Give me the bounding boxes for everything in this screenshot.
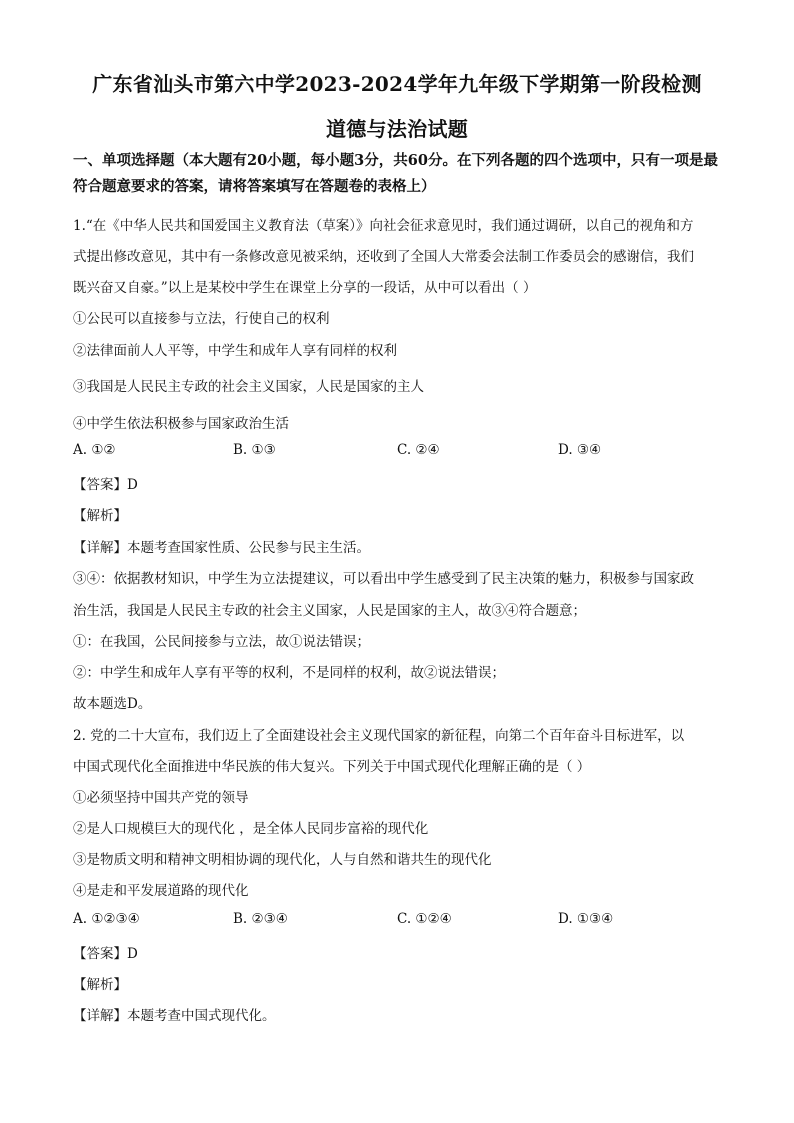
q1-stem-line: 1.“在《中华人民共和国爱国主义教育法（草案）》向社会征求意见时，我们通过调研，以自己的视角和方 (73, 218, 694, 234)
q1-option-d: D. ③④ (558, 442, 602, 458)
q1-analysis-label: 【解析】 (73, 508, 127, 524)
q1-detail-line: ①：在我国，公民间接参与立法，故①说法错误； (73, 634, 370, 650)
q1-detail-line: ③④：依据教材知识，中学生为立法提建议，可以看出中学生感受到了民主决策的魅力，积极参与国家政 (73, 571, 694, 587)
q1-statement: ④中学生依法积极参与国家政治生活 (73, 416, 289, 432)
q1-stem-line: 式提出修改意见，其中有一条修改意见被采纳，还收到了全国人大常委会法制工作委员会的感谢信，我们 (73, 249, 694, 265)
q2-detail-line: 【详解】本题考查中国式现代化。 (73, 1008, 276, 1024)
q2-option-a: A. ①②③④ (73, 911, 140, 927)
q1-answer: 【答案】D (73, 477, 138, 493)
q2-analysis-label: 【解析】 (73, 977, 127, 993)
q2-answer: 【答案】D (73, 946, 138, 962)
document-subtitle: 道德与法治试题 (325, 117, 469, 141)
q2-statement: ①必须坚持中国共产党的领导 (73, 790, 249, 806)
q1-detail-line: 故本题选D。 (73, 696, 152, 712)
q1-statement: ②法律面前人人平等，中学生和成年人享有同样的权利 (73, 343, 397, 359)
q2-stem-line: 中国式现代化全面推进中华民族的伟大复兴。下列关于中国式现代化理解正确的是（ ） (73, 759, 591, 775)
q2-statement: ④是走和平发展道路的现代化 (73, 883, 249, 899)
q1-statement: ①公民可以直接参与立法，行使自己的权利 (73, 311, 330, 327)
q2-statement: ③是物质文明和精神文明相协调的现代化，人与自然和谐共生的现代化 (73, 852, 492, 868)
q1-option-c: C. ②④ (397, 442, 440, 458)
q1-detail-line: 【详解】本题考查国家性质、公民参与民主生活。 (73, 540, 370, 556)
q1-option-a: A. ①② (73, 442, 116, 458)
q2-stem-line: 2. 党的二十大宣布，我们迈上了全面建设社会主义现代国家的新征程，向第二个百年奋斗目标进军，以 (73, 728, 685, 744)
q1-detail-line: ②：中学生和成年人享有平等的权利，不是同样的权利，故②说法错误； (73, 665, 505, 681)
q1-detail-line: 治生活，我国是人民民主专政的社会主义国家，人民是国家的主人，故③④符合题意； (73, 603, 586, 619)
q2-statement: ②是人口规模巨大的现代化 ，是全体人民同步富裕的现代化 (73, 821, 429, 837)
q2-option-c: C. ①②④ (397, 911, 452, 927)
q1-statement: ③我国是人民民主专政的社会主义国家，人民是国家的主人 (73, 379, 424, 395)
section-heading: 一、单项选择题（本大题有20小题，每小题3分，共60分。在下列各题的四个选项中，只有一项是最符合题意要求的答案，请将答案填写在答题卷的表格上） (73, 152, 718, 195)
q1-stem-line: 既兴奋又自豪。”以上是某校中学生在课堂上分享的一段话，从中可以看出（ ） (73, 280, 537, 296)
q1-option-b: B. ①③ (233, 442, 276, 458)
document-title: 广东省汕头市第六中学2023-2024学年九年级下学期第一阶段检测 (92, 72, 702, 96)
q2-option-d: D. ①③④ (558, 911, 614, 927)
q2-option-b: B. ②③④ (233, 911, 288, 927)
